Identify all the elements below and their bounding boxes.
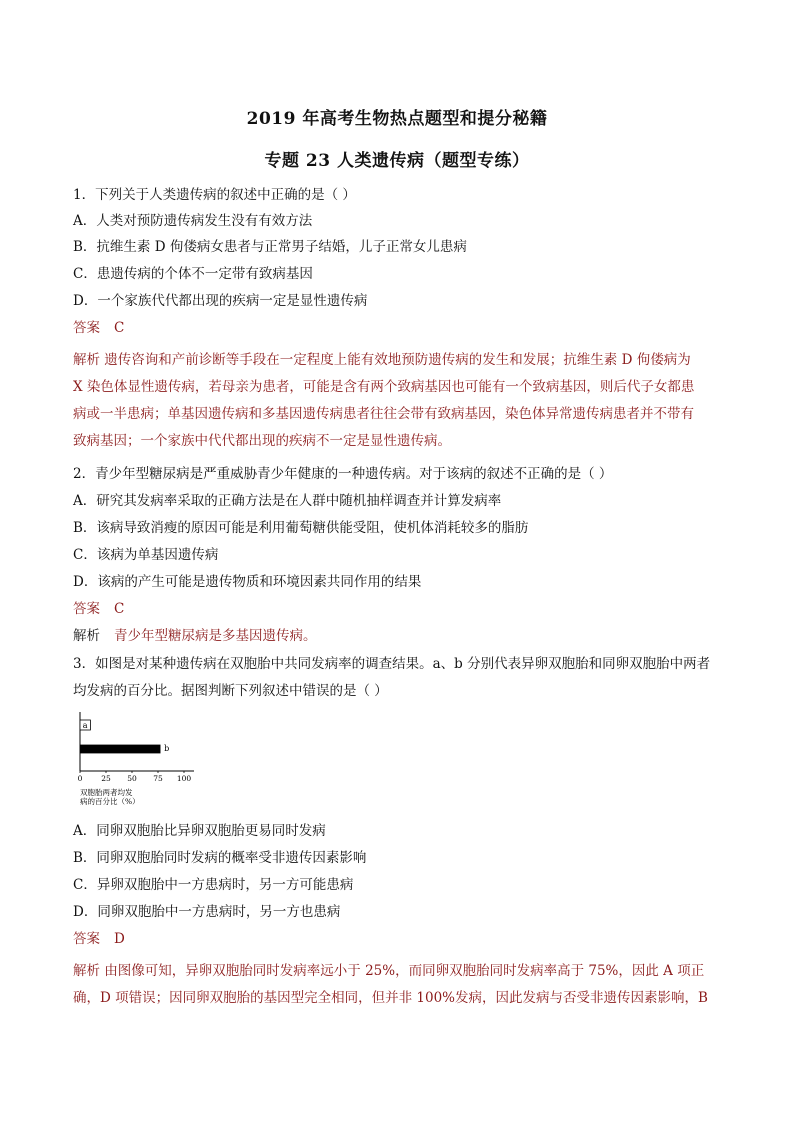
x-axis-label-line-2: 病的百分比（%） — [80, 797, 140, 806]
q2-option-a: A．研究其发病率采取的正确方法是在人群中随机抽样调查并计算发病率 — [73, 493, 502, 509]
answer-label: 答案 — [73, 931, 100, 947]
x-tick-label: 25 — [101, 774, 111, 783]
q3-option-b: B．同卵双胞胎同时发病的概率受非遗传因素影响 — [73, 850, 367, 866]
q2-option-d: D．该病的产生可能是遗传物质和环境因素共同作用的结果 — [73, 574, 422, 590]
q1-option-b: B．抗维生素 D 佝偻病女患者与正常男子结婚，儿子正常女儿患病 — [73, 239, 467, 255]
analysis-line: 病或一半患病；单基因遗传病和多基因遗传病患者往往会带有致病基因，染色体异常遗传病患者并不带有 — [73, 406, 694, 422]
q1-answer — [73, 319, 733, 337]
answer-value: C — [114, 601, 125, 617]
bar-b — [80, 745, 160, 753]
q2-answer — [73, 600, 733, 618]
analysis-text: 青少年型糖尿病是多基因遗传病。 — [114, 628, 317, 644]
analysis-line: 致病基因；一个家族中代代都出现的疾病不一定是显性遗传病。 — [73, 433, 451, 449]
q1-option-d: D．一个家族代代都出现的疾病一定是显性遗传病 — [73, 293, 368, 309]
x-tick-label: 100 — [176, 774, 192, 783]
analysis-line: 确，D 项错误；因同卵双胞胎的基因型完全相同，但并非 100%发病，因此发病与否受非遗传因素影响，B — [73, 990, 708, 1006]
x-ticks — [78, 771, 192, 783]
q3-option-d: D．同卵双胞胎中一方患病时，另一方也患病 — [73, 904, 341, 920]
analysis-line: 解析 由图像可知，异卵双胞胎同时发病率远小于 25%，而同卵双胞胎同时发病率高于 75%，因此 A 项正 — [73, 963, 705, 979]
q1-option-c: C．患遗传病的个体不一定带有致病基因 — [73, 266, 313, 282]
q3-stem-line-2: 均发病的百分比。据图判断下列叙述中错误的是（ ） — [73, 683, 388, 699]
document-subtitle: 专题 23 人类遗传病（题型专练） — [264, 151, 530, 171]
answer-value: C — [114, 320, 125, 336]
answer-label: 答案 — [73, 601, 100, 617]
q2-analysis — [73, 627, 733, 645]
q3-analysis — [73, 958, 733, 1012]
q2-option-b: B．该病导致消瘦的原因可能是利用葡萄糖供能受阻，使机体消耗较多的脂肪 — [73, 520, 529, 536]
x-tick-label: 75 — [153, 774, 163, 783]
analysis-line: 解析 遗传咨询和产前诊断等手段在一定程度上能有效地预防遗传病的发生和发展；抗维生素 D 佝偻病为 — [73, 352, 691, 368]
x-tick-label: 0 — [77, 774, 83, 783]
bar-label-a: a — [82, 721, 88, 730]
q3-option-c: C．异卵双胞胎中一方患病时，另一方可能患病 — [73, 877, 354, 893]
q3-answer — [73, 930, 733, 948]
q2-option-c: C．该病为单基因遗传病 — [73, 547, 219, 563]
q1-option-a: A．人类对预防遗传病发生没有有效方法 — [73, 213, 313, 229]
twin-chart — [70, 708, 210, 814]
document-title: 2019 年高考生物热点题型和提分秘籍 — [246, 109, 548, 129]
answer-value: D — [114, 931, 125, 947]
q3-stem-line-1: 3．如图是对某种遗传病在双胞胎中共同发病率的调查结果。a、b 分别代表异卵双胞胎和同卵双胞胎中两者 — [73, 656, 711, 672]
q1-stem: 1．下列关于人类遗传病的叙述中正确的是（ ） — [73, 187, 356, 203]
answer-label: 答案 — [73, 320, 100, 336]
bars — [80, 720, 169, 753]
q3-option-a: A．同卵双胞胎比异卵双胞胎更易同时发病 — [73, 823, 326, 839]
x-axis-label-line-1: 双胞胎两者均发 — [80, 788, 133, 797]
analysis-label: 解析 — [73, 628, 100, 644]
bar-label-b: b — [164, 744, 170, 753]
q1-analysis — [73, 347, 733, 455]
q2-stem: 2．青少年型糖尿病是严重威胁青少年健康的一种遗传病。对于该病的叙述不正确的是（ ） — [73, 466, 613, 482]
x-tick-label: 50 — [127, 774, 137, 783]
analysis-line: X 染色体显性遗传病，若母亲为患者，可能是含有两个致病基因也可能有一个致病基因，则后代子女都患 — [73, 379, 695, 395]
